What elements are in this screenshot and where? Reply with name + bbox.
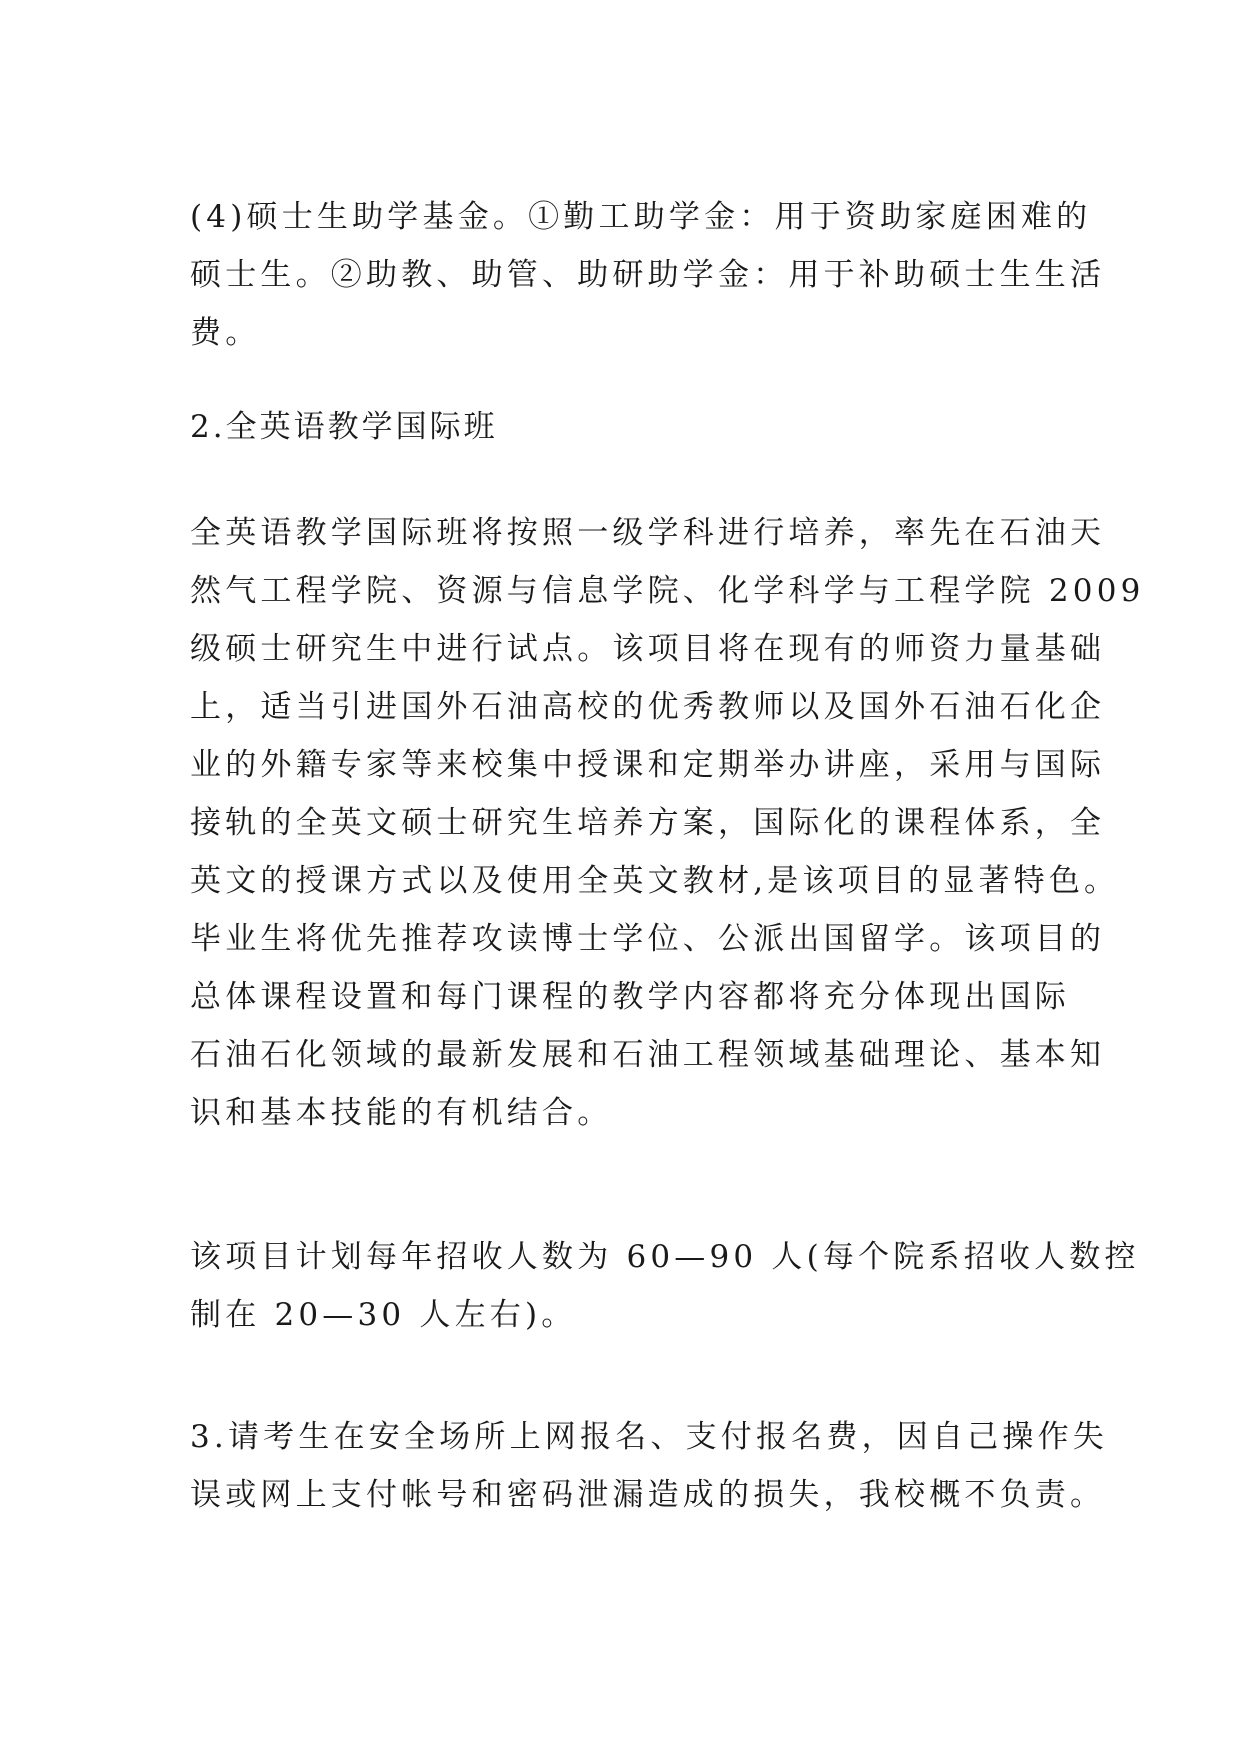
text-line: 误或网上支付帐号和密码泄漏造成的损失，我校概不负责。 <box>190 1477 1106 1513</box>
text-line: 该项目计划每年招收人数为 60—90 人(每个院系招收人数控 <box>190 1239 1140 1275</box>
text-line: 接轨的全英文硕士研究生培养方案，国际化的课程体系，全 <box>190 805 1106 841</box>
paragraph-international-class <box>190 504 1145 1142</box>
text-line: 石油石化领域的最新发展和石油工程领域基础理论、基本知 <box>190 1037 1106 1073</box>
text-line: 然气工程学院、资源与信息学院、化学科学与工程学院 2009 <box>190 573 1145 609</box>
text-line: 级硕士研究生中进行试点。该项目将在现有的师资力量基础 <box>190 631 1106 667</box>
section-heading: 2.全英语教学国际班 <box>190 409 498 445</box>
text-line: 上，适当引进国外石油高校的优秀教师以及国外石油石化企 <box>190 689 1106 725</box>
text-line: 3.请考生在安全场所上网报名、支付报名费，因自己操作失 <box>190 1419 1108 1455</box>
paragraph-master-aid-fund <box>190 188 1106 362</box>
text-line: 硕士生。②助教、助管、助研助学金：用于补助硕士生生活 <box>190 257 1106 293</box>
text-line: 费。 <box>190 315 261 351</box>
text-line: 制在 20—30 人左右)。 <box>190 1297 577 1333</box>
text-line: 业的外籍专家等来校集中授课和定期举办讲座，采用与国际 <box>190 747 1106 783</box>
text-line: 总体课程设置和每门课程的教学内容都将充分体现出国际 <box>190 979 1070 1015</box>
paragraph-online-registration-notice <box>190 1408 1108 1524</box>
text-line: 全英语教学国际班将按照一级学科进行培养，率先在石油天 <box>190 515 1106 551</box>
text-line: 识和基本技能的有机结合。 <box>190 1095 613 1131</box>
text-line: 英文的授课方式以及使用全英文教材,是该项目的显著特色。 <box>190 863 1120 899</box>
text-line: (4)硕士生助学基金。①勤工助学金：用于资助家庭困难的 <box>190 199 1092 235</box>
text-line: 毕业生将优先推荐攻读博士学位、公派出国留学。该项目的 <box>190 921 1106 957</box>
section-heading-international-class <box>190 398 1070 456</box>
paragraph-enrollment-plan <box>190 1228 1140 1344</box>
